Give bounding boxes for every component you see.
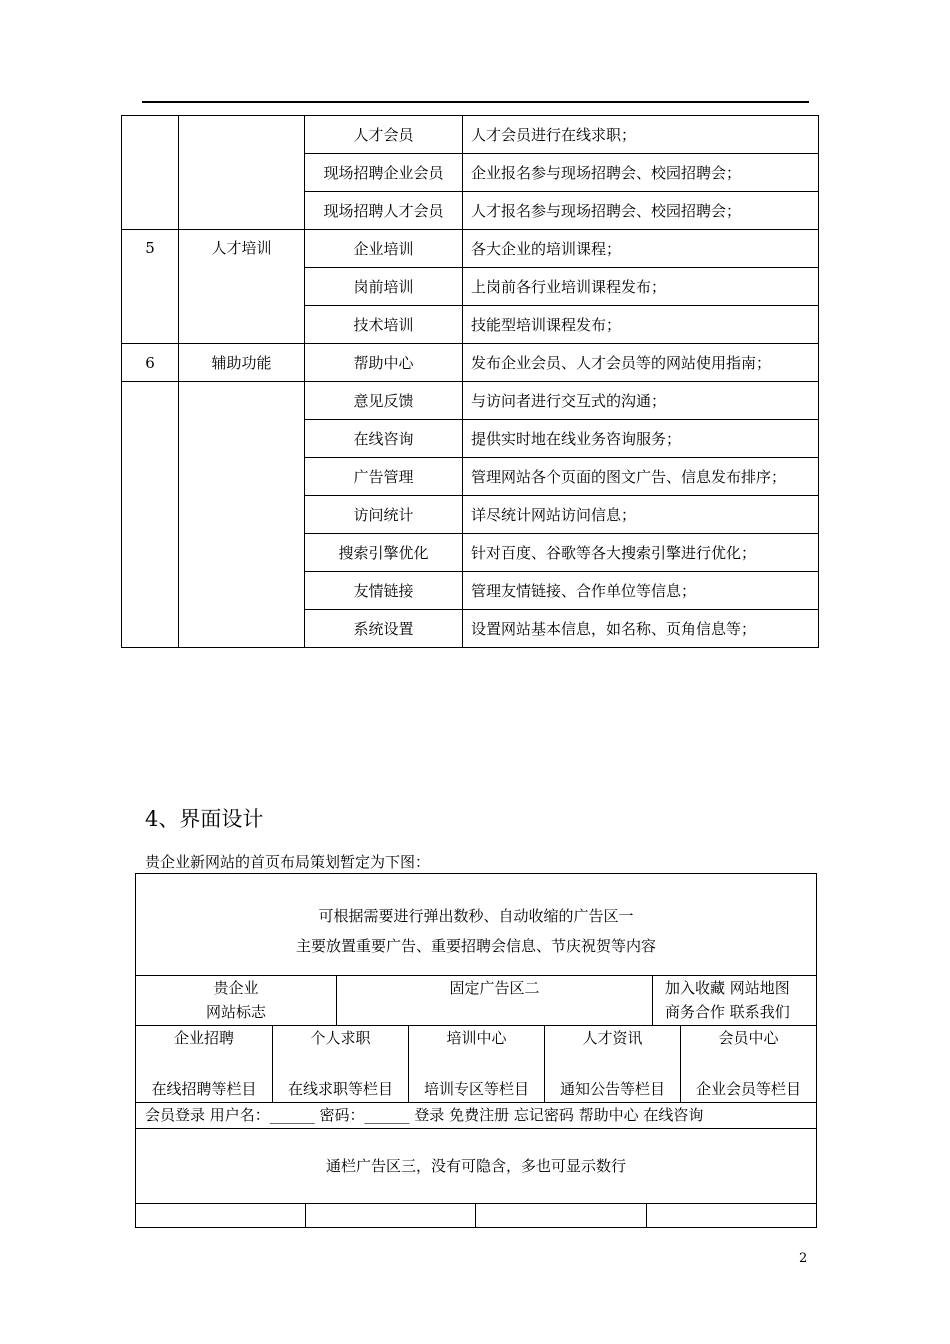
quick-links-area: [652, 976, 816, 1025]
quick-links-line1: 加入收藏 网站地图: [665, 979, 790, 997]
table-cell-description: 提供实时地在线业务咨询服务；: [463, 420, 819, 458]
table-cell-description: 详尽统计网站访问信息；: [463, 496, 819, 534]
table-cell-number: [122, 382, 179, 648]
site-logo-line2: 网站标志: [205, 1003, 266, 1021]
footer-cell: [305, 1204, 475, 1228]
nav-item-job-seeking: 个人求职: [272, 1026, 408, 1077]
footer-cell: [646, 1204, 816, 1228]
main-nav-row: [136, 1025, 816, 1077]
nav-item-talent-news: 人才资讯: [544, 1026, 680, 1077]
nav-item-corporate-recruitment: 企业招聘: [173, 1029, 234, 1047]
table-row: [122, 230, 819, 268]
table-cell-description: 管理网站各个页面的图文广告、信息发布排序；: [463, 458, 819, 496]
page-number: 2: [799, 1251, 808, 1266]
ad-area-two-label: 固定广告区二: [449, 979, 540, 997]
table-cell-description: 上岗前各行业培训课程发布；: [463, 268, 819, 306]
sub-nav-item: 培训专区等栏目: [408, 1077, 544, 1102]
table-cell-feature: 搜索引擎优化: [305, 534, 463, 572]
footer-row: [136, 1203, 816, 1228]
feature-table: [121, 115, 819, 648]
table-cell-description: 针对百度、谷歌等各大搜索引擎进行优化；: [463, 534, 819, 572]
table-cell-number: [122, 116, 179, 230]
section-title: 4、界面设计: [145, 807, 264, 831]
sub-nav-item: 在线求职等栏目: [272, 1077, 408, 1102]
table-cell-module: 辅助功能: [179, 344, 305, 382]
table-row: [122, 382, 819, 420]
section-intro: 贵企业新网站的首页布局策划暂定为下图：: [145, 853, 431, 871]
ad-area-three-label: 通栏广告区三，没有可隐含，多也可显示数行: [325, 1157, 626, 1175]
site-logo-area: [136, 976, 336, 1025]
site-logo-line1: 贵企业: [213, 979, 259, 997]
header-row: [136, 975, 816, 1025]
table-cell-feature: 人才会员: [305, 116, 463, 154]
table-cell-module: [179, 382, 305, 648]
ad-area-one: [136, 874, 816, 975]
table-cell-feature: 在线咨询: [305, 420, 463, 458]
table-cell-feature: 岗前培训: [305, 268, 463, 306]
table-cell-description: 人才报名参与现场招聘会、校园招聘会；: [463, 192, 819, 230]
footer-cell: [475, 1204, 646, 1228]
table-row: [122, 344, 819, 382]
table-cell-description: 管理友情链接、合作单位等信息；: [463, 572, 819, 610]
sub-nav-item: 通知公告等栏目: [544, 1077, 680, 1102]
table-row: [122, 116, 819, 154]
ad-area-one-line2: 主要放置重要广告、重要招聘会信息、节庆祝贺等内容: [295, 937, 656, 955]
table-cell-description: 与访问者进行交互式的沟通；: [463, 382, 819, 420]
table-cell-number: 5: [122, 230, 179, 344]
nav-item-member-center: 会员中心: [680, 1026, 816, 1077]
table-cell-feature: 广告管理: [305, 458, 463, 496]
ad-area-two: [336, 976, 652, 1025]
table-cell-feature: 现场招聘企业会员: [305, 154, 463, 192]
quick-links-line2: 商务合作 联系我们: [665, 1003, 790, 1021]
sub-nav-item: 企业会员等栏目: [680, 1077, 816, 1102]
table-cell-feature: 访问统计: [305, 496, 463, 534]
table-cell-description: 发布企业会员、人才会员等的网站使用指南；: [463, 344, 819, 382]
table-cell-number: 6: [122, 344, 179, 382]
table-cell-description: 设置网站基本信息，如名称、页角信息等；: [463, 610, 819, 648]
table-cell-feature: 意见反馈: [305, 382, 463, 420]
sub-nav-item: 在线招聘等栏目: [151, 1080, 257, 1098]
table-cell-description: 人才会员进行在线求职；: [463, 116, 819, 154]
header-rule: [142, 101, 809, 103]
ad-area-three: [136, 1128, 816, 1203]
table-cell-feature: 系统设置: [305, 610, 463, 648]
table-cell-feature: 帮助中心: [305, 344, 463, 382]
table-cell-feature: 现场招聘人才会员: [305, 192, 463, 230]
table-cell-feature: 友情链接: [305, 572, 463, 610]
table-cell-description: 企业报名参与现场招聘会、校园招聘会；: [463, 154, 819, 192]
ad-area-one-line1: 可根据需要进行弹出数秒、自动收缩的广告区一: [318, 907, 634, 925]
sub-nav-row: [136, 1077, 816, 1102]
table-cell-module: [179, 116, 305, 230]
login-bar: 会员登录 用户名：______ 密码：______ 登录 免费注册 忘记密码 帮助中心 在线咨询: [136, 1102, 816, 1128]
table-cell-description: 技能型培训课程发布；: [463, 306, 819, 344]
footer-cell: [136, 1204, 305, 1228]
table-cell-feature: 技术培训: [305, 306, 463, 344]
homepage-layout-diagram: [135, 873, 817, 1228]
nav-item-training-center: 培训中心: [408, 1026, 544, 1077]
table-cell-module: 人才培训: [179, 230, 305, 344]
table-cell-feature: 企业培训: [305, 230, 463, 268]
table-cell-description: 各大企业的培训课程；: [463, 230, 819, 268]
